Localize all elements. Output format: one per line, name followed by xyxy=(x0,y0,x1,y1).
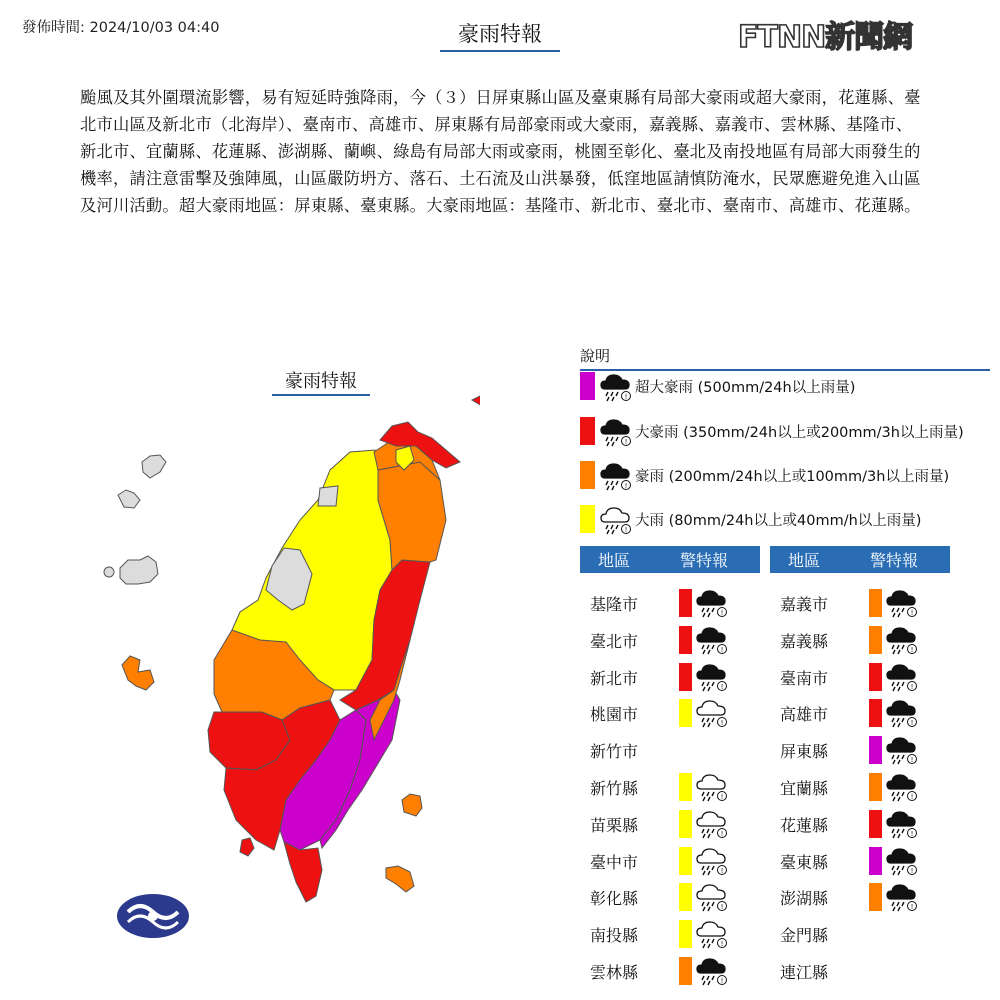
heavy-rain-warning-icon xyxy=(599,460,633,490)
warning-swatch xyxy=(869,847,882,875)
warning-swatch xyxy=(679,626,692,654)
region-name: 連江縣 xyxy=(780,963,829,982)
rain-advisory-icon xyxy=(695,808,729,840)
svg-text:!: ! xyxy=(910,645,914,654)
warning-swatch xyxy=(679,883,692,911)
heavy-rain-warning-icon xyxy=(885,587,919,619)
region-name: 臺北市 xyxy=(590,631,639,651)
svg-text:!: ! xyxy=(720,609,724,617)
svg-text:!: ! xyxy=(720,866,724,875)
table-row xyxy=(770,585,950,622)
col-region-label: 地區 xyxy=(598,551,631,570)
table-row xyxy=(580,622,760,659)
heavy-rain-warning-icon xyxy=(885,881,919,913)
table-row xyxy=(770,769,950,806)
warning-swatch xyxy=(869,773,882,801)
liuqiu-islet xyxy=(240,838,254,856)
warning-swatch xyxy=(679,589,692,617)
rain-advisory-icon xyxy=(695,918,729,950)
region-name: 雲林縣 xyxy=(590,963,639,982)
issue-time: 發佈時間: 2024/10/03 04:40 xyxy=(22,20,220,36)
svg-text:!: ! xyxy=(624,393,628,401)
warning-swatch xyxy=(679,920,692,948)
table-row xyxy=(770,916,950,953)
heavy-rain-warning-icon xyxy=(695,661,729,693)
kinmen-islet xyxy=(104,567,114,577)
penghu-island xyxy=(122,656,154,690)
svg-text:!: ! xyxy=(910,719,914,728)
legend-title: 說明 xyxy=(580,345,990,371)
region-name: 新竹縣 xyxy=(590,779,639,798)
warning-description: 颱風及其外圍環流影響，易有短延時強降雨，今（３）日屏東縣山區及臺東縣有局部大豪雨或超大豪雨，花蓮縣、臺北市山區及新北市（北海岸）、臺南市、高雄市、屏東縣有局部豪雨或大豪雨，嘉義縣、嘉義市、雲林縣、基隆市、新北市、宜蘭縣、花蓮縣、澎湖縣、蘭嶼、綠島有局部大雨或豪雨，桃園至彰化、臺北及南投地區有局部大雨發生的機率，請注意雷擊及強陣風，山區嚴防坍方、落石、土石流及山洪暴發，低窪地區請慎防淹水，民眾應避免進入山區及河川活動。超大豪雨地區：屏東縣、臺東縣。大豪雨地區：基隆市、新北市、臺北市、臺南市、高雄市、花蓮縣。 xyxy=(80,88,921,215)
svg-text:!: ! xyxy=(720,682,724,691)
warning-swatch xyxy=(869,810,882,838)
region-name: 高雄市 xyxy=(780,705,829,725)
svg-text:!: ! xyxy=(910,866,914,875)
svg-text:!: ! xyxy=(910,829,914,838)
heavy-rain-warning-icon xyxy=(885,661,919,693)
region-name: 屏東縣 xyxy=(780,742,829,762)
kinmen-island xyxy=(120,556,158,584)
legend-text: 大豪雨 (350mm/24h以上或200mm/3h以上雨量) xyxy=(635,424,964,441)
warning-swatch xyxy=(679,773,692,801)
matsu-island xyxy=(118,490,140,508)
heavy-rain-warning-icon xyxy=(885,771,919,803)
region-name: 基隆市 xyxy=(590,595,639,614)
legend-swatch xyxy=(580,372,595,400)
svg-text:!: ! xyxy=(720,719,724,728)
heavy-rain-warning-icon xyxy=(599,416,633,446)
region-name: 宜蘭縣 xyxy=(780,779,829,798)
legend-item xyxy=(580,503,921,535)
table-row xyxy=(770,953,950,990)
table-row xyxy=(580,879,760,916)
region-name: 臺東縣 xyxy=(780,852,829,872)
table-row xyxy=(580,843,760,880)
legend-swatch xyxy=(580,461,595,489)
table-row xyxy=(770,843,950,880)
col-region-label: 地區 xyxy=(788,551,821,570)
col-warning-label: 警特報 xyxy=(870,551,919,570)
legend-item xyxy=(580,370,855,402)
table-header-right xyxy=(770,546,950,573)
heavy-rain-warning-icon xyxy=(695,624,729,656)
table-row xyxy=(770,659,950,696)
table-row xyxy=(580,769,760,806)
table-row xyxy=(770,732,950,769)
svg-text:!: ! xyxy=(720,903,724,912)
heavy-rain-warning-icon xyxy=(885,697,919,729)
region-name: 南投縣 xyxy=(590,926,639,946)
region-pingtung-south xyxy=(284,842,322,902)
svg-text:!: ! xyxy=(910,903,914,912)
table-row xyxy=(580,585,760,622)
region-name: 新北市 xyxy=(590,668,639,688)
warning-swatch xyxy=(679,663,692,691)
heavy-rain-warning-icon xyxy=(695,587,729,619)
table-row xyxy=(580,916,760,953)
svg-text:!: ! xyxy=(910,793,914,801)
table-row xyxy=(770,695,950,732)
region-name: 臺中市 xyxy=(590,852,639,872)
region-name: 新竹市 xyxy=(590,742,639,762)
heavy-rain-warning-icon xyxy=(695,955,729,987)
legend-swatch xyxy=(580,417,595,445)
svg-text:!: ! xyxy=(624,526,628,534)
warning-swatch xyxy=(869,883,882,911)
page-title: 豪雨特報 xyxy=(440,18,560,52)
svg-text:!: ! xyxy=(910,756,914,765)
table-row xyxy=(580,695,760,732)
svg-text:!: ! xyxy=(720,940,724,949)
region-name: 苗栗縣 xyxy=(590,815,639,835)
orchid-island xyxy=(386,866,414,892)
svg-text:!: ! xyxy=(720,793,724,801)
region-hsinchu-city xyxy=(318,486,338,506)
region-name: 花蓮縣 xyxy=(780,815,829,835)
heavy-rain-warning-icon xyxy=(885,624,919,656)
rain-advisory-icon xyxy=(695,845,729,877)
region-name: 臺南市 xyxy=(780,668,829,688)
heavy-rain-warning-icon xyxy=(599,371,633,401)
warning-swatch xyxy=(869,626,882,654)
legend-text: 豪雨 (200mm/24h以上或100mm/3h以上雨量) xyxy=(635,468,950,485)
warning-swatch xyxy=(679,699,692,727)
table-header-left xyxy=(580,546,760,573)
legend-item xyxy=(580,459,949,491)
svg-text:!: ! xyxy=(624,482,628,490)
table-row xyxy=(580,806,760,843)
region-name: 金門縣 xyxy=(780,926,829,946)
svg-text:!: ! xyxy=(720,645,724,654)
cwa-logo-icon xyxy=(117,894,189,938)
table-row xyxy=(770,879,950,916)
heavy-rain-warning-icon xyxy=(885,808,919,840)
svg-text:!: ! xyxy=(720,829,724,838)
green-island xyxy=(402,794,422,816)
table-row xyxy=(580,953,760,990)
table-row xyxy=(580,659,760,696)
svg-text:!: ! xyxy=(910,609,914,617)
legend-swatch xyxy=(580,505,595,533)
legend-text: 大雨 (80mm/24h以上或40mm/h以上雨量) xyxy=(635,512,922,529)
legend-item xyxy=(580,415,964,447)
region-name: 澎湖縣 xyxy=(780,889,829,909)
table-row xyxy=(770,622,950,659)
table-row xyxy=(580,732,760,769)
warning-swatch xyxy=(869,589,882,617)
rain-advisory-icon xyxy=(695,881,729,913)
region-name: 嘉義縣 xyxy=(780,631,829,651)
rain-advisory-icon xyxy=(599,504,633,534)
warning-swatch xyxy=(679,810,692,838)
heavy-rain-warning-icon xyxy=(885,845,919,877)
ftnn-logo: FTNN新聞網 xyxy=(738,20,913,55)
col-warning-label: 警特報 xyxy=(680,551,729,570)
region-name: 桃園市 xyxy=(590,705,639,725)
table-row xyxy=(770,806,950,843)
svg-text:!: ! xyxy=(910,682,914,691)
rain-advisory-icon xyxy=(695,697,729,729)
region-name: 嘉義市 xyxy=(780,595,829,614)
matsu-island xyxy=(142,455,166,478)
warning-swatch xyxy=(869,736,882,764)
warning-swatch xyxy=(679,957,692,985)
svg-text:!: ! xyxy=(624,438,628,446)
region-name: 彰化縣 xyxy=(590,889,639,909)
warning-swatch xyxy=(679,847,692,875)
warning-swatch xyxy=(869,663,882,691)
heavy-rain-warning-icon xyxy=(885,734,919,766)
svg-text:!: ! xyxy=(720,977,724,985)
pengjia-islet xyxy=(472,396,480,406)
legend-text: 超大豪雨 (500mm/24h以上雨量) xyxy=(635,379,856,396)
rain-advisory-icon xyxy=(695,771,729,803)
taiwan-rain-map xyxy=(100,390,480,950)
warning-swatch xyxy=(869,699,882,727)
map-title: 豪雨特報 xyxy=(272,367,370,396)
